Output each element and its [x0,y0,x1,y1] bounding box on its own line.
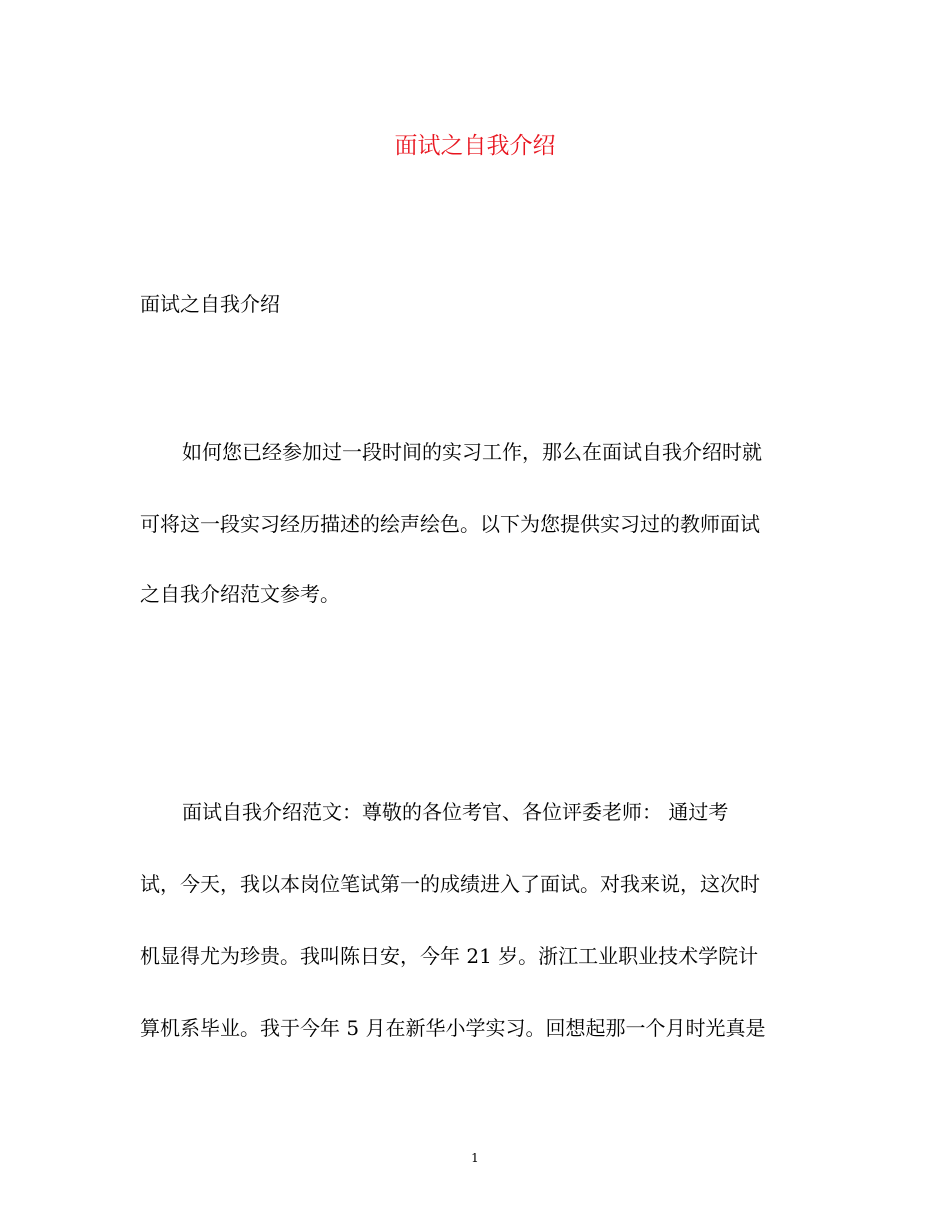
paragraph-line: 面试自我介绍范文：尊敬的各位考官、各位评委老师： 通过考 [182,800,729,824]
paragraph-line: 试，今天，我以本岗位笔试第一的成绩进入了面试。对我来说，这次时 [140,872,760,896]
paragraph-line: 如何您已经参加过一段时间的实习工作，那么在面试自我介绍时就 [182,440,762,464]
page-number: 1 [471,1151,479,1165]
section-heading: 面试之自我介绍 [140,292,280,316]
document-title: 面试之自我介绍 [394,133,556,159]
paragraph-line: 算机系毕业。我于今年 5 月在新华小学实习。回想起那一个月时光真是 [140,1016,766,1040]
paragraph-line: 可将这一段实习经历描述的绘声绘色。以下为您提供实习过的教师面试 [140,512,760,536]
paragraph-line: 之自我介绍范文参考。 [140,582,340,606]
paragraph-line: 机显得尤为珍贵。我叫陈日安，今年 21 岁。浙江工业职业技术学院计 [140,944,759,968]
